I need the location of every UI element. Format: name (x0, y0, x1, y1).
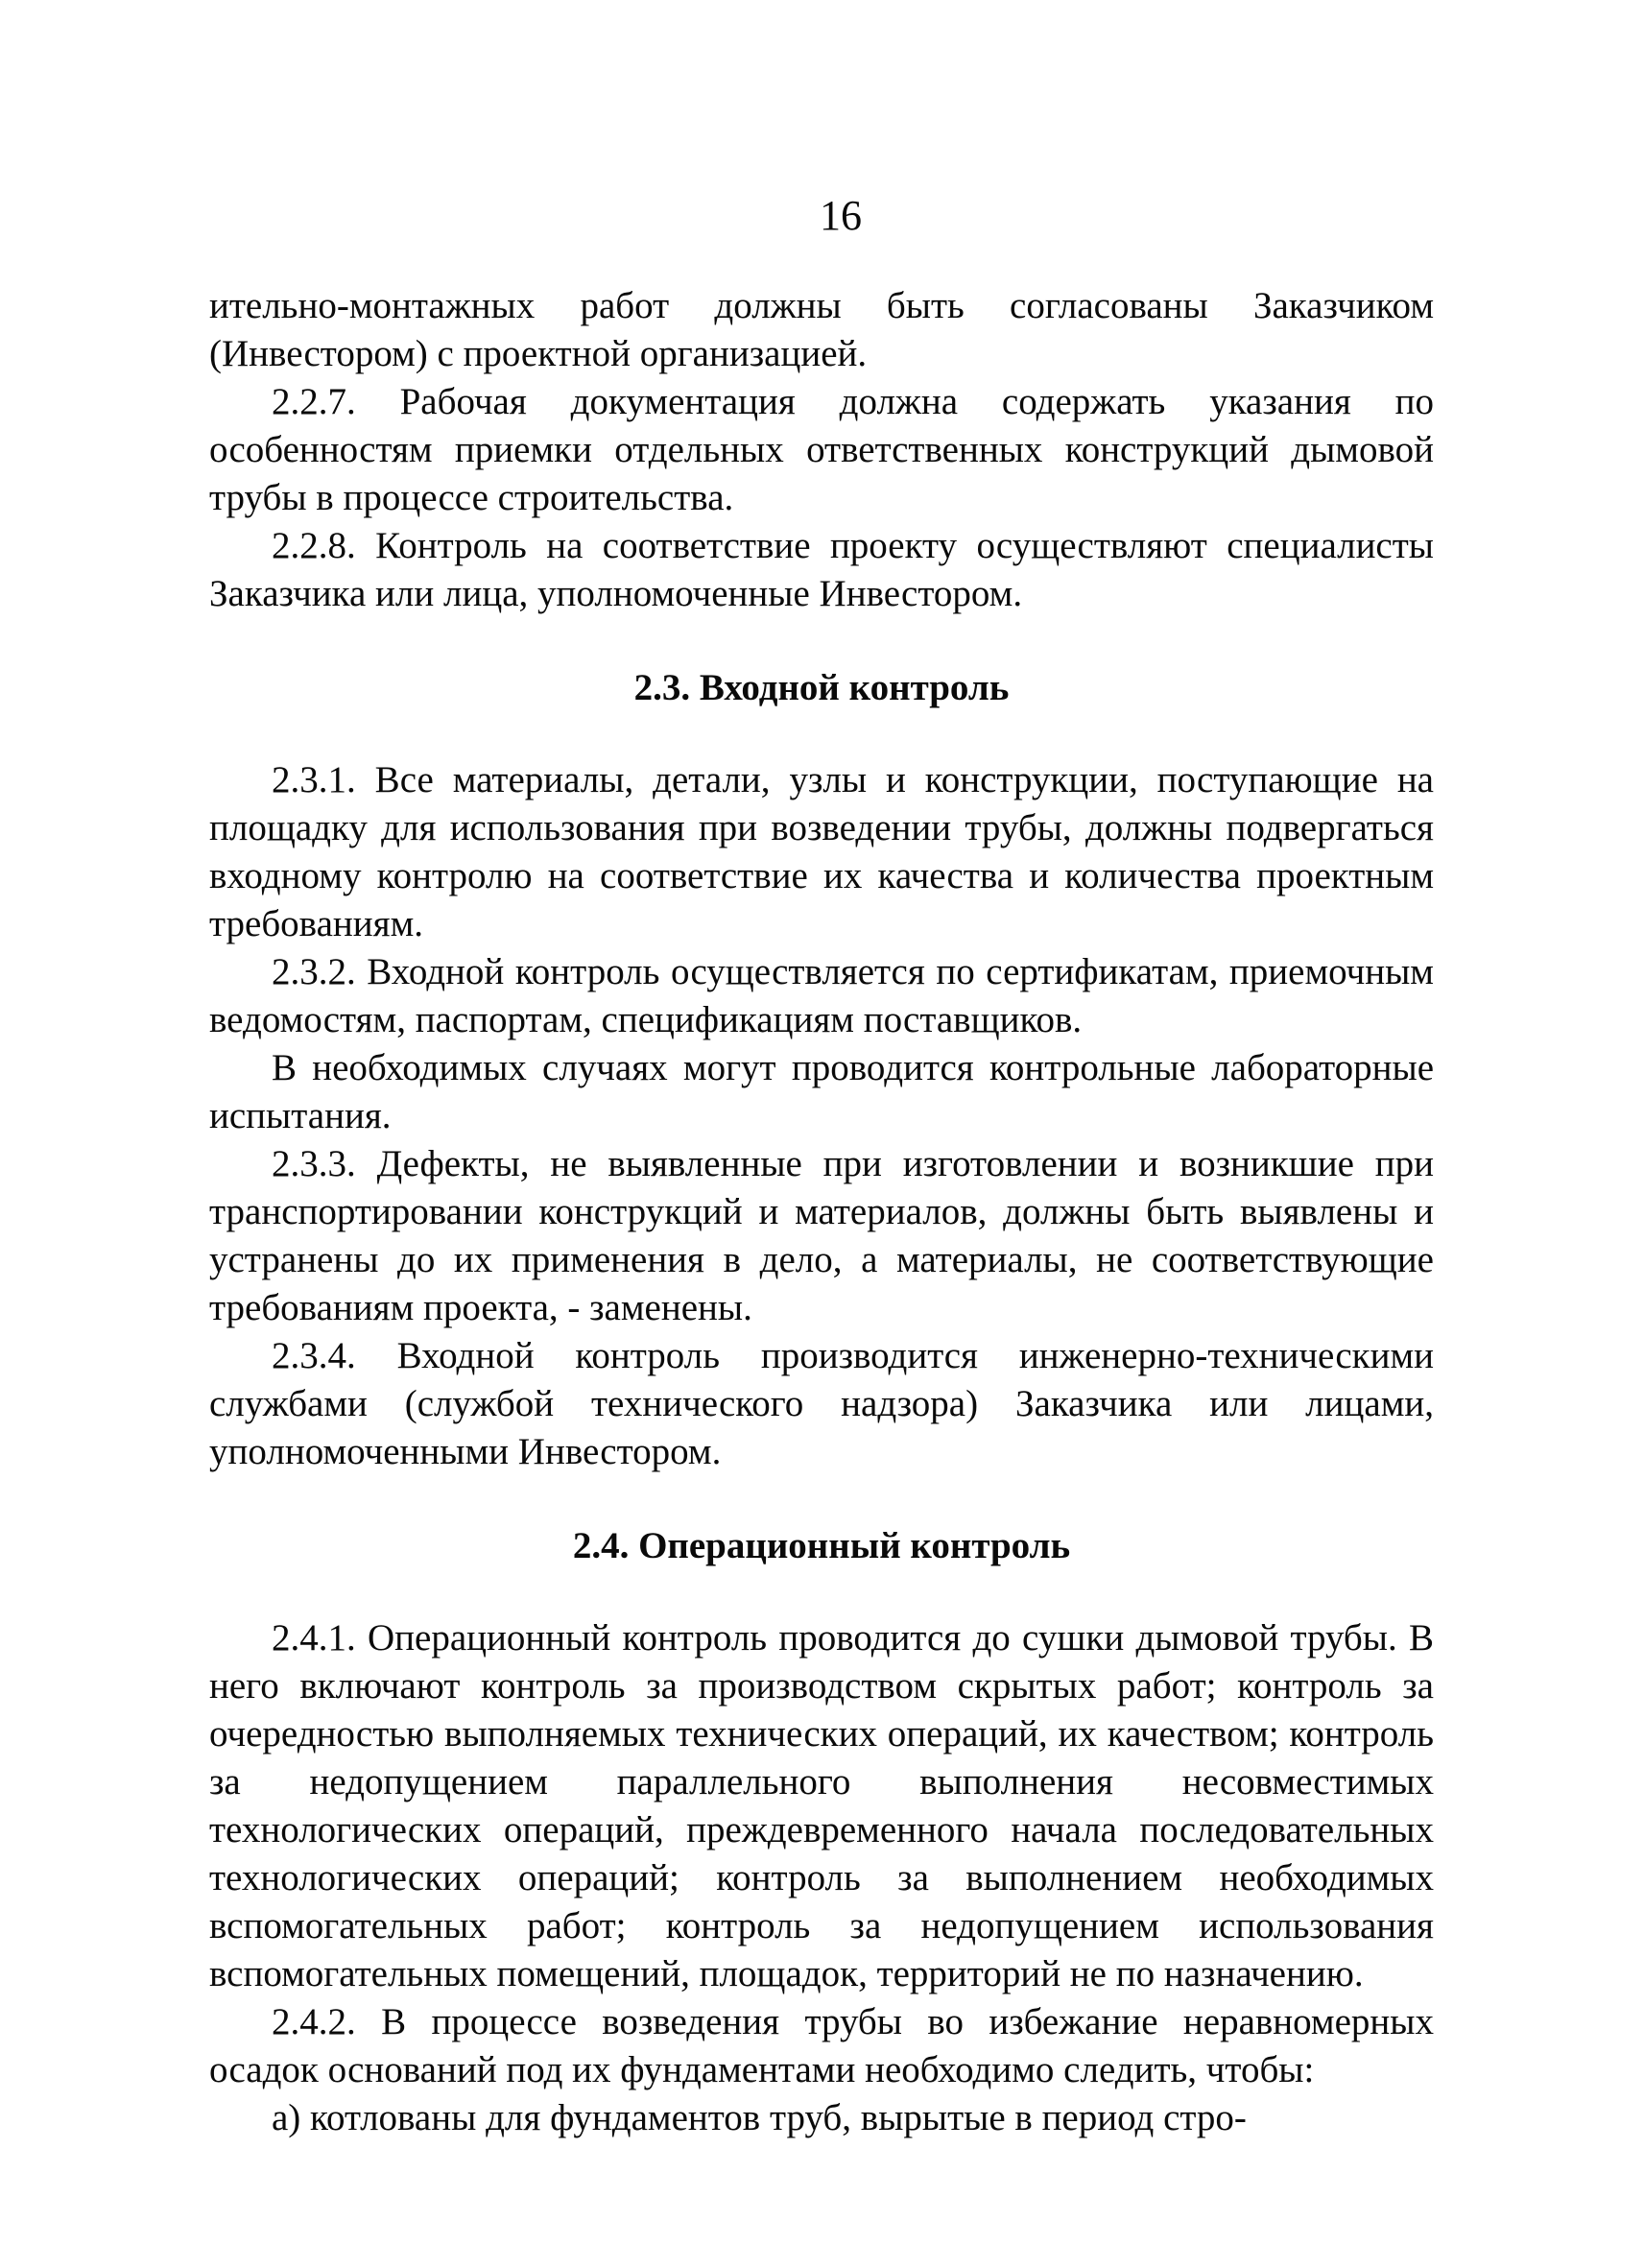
paragraph-2-3-3: 2.3.3. Дефекты, не выявленные при изготовлении и возникшие при транспортировании конструкций и материалов, должны быть выявлены и устранены до их применения в дело, а материалы, не соответствующие требованиям проекта, - заменены. (209, 1143, 1434, 1328)
section-heading-2-4: 2.4. Операционный контроль (572, 1525, 1071, 1566)
paragraph-2-3-1: 2.3.1. Все материалы, детали, узлы и конструкции, поступающие на площадку для использования при возведении трубы, должны подвергаться входному контролю на соответствие их качества и количества проектным требованиям. (209, 759, 1434, 944)
paragraph-2-3-2: 2.3.2. Входной контроль осуществляется по сертификатам, приемочным ведомостям, паспортам, спецификациям поставщиков. (209, 951, 1434, 1040)
paragraph-2-3-4: 2.3.4. Входной контроль производится инженерно-техническими службами (службой технического надзора) Заказчика или лицами, уполномоченными Инвестором. (209, 1335, 1434, 1472)
paragraph-2-2-8: 2.2.8. Контроль на соответствие проекту осуществляют специалисты Заказчика или лица, уполномоченные Инвестором. (209, 525, 1434, 614)
paragraph-2-4-2: 2.4.2. В процессе возведения трубы во избежание неравномерных осадок оснований под их фундаментами необходимо следить, чтобы: (209, 2001, 1434, 2090)
page-number: 16 (820, 192, 862, 239)
document-page (209, 192, 1434, 2142)
paragraph-lab-tests: В необходимых случаях могут проводится контрольные лабораторные испытания. (209, 1047, 1434, 1136)
list-item-a: а) котлованы для фундаментов труб, вырытые в период стро- (272, 2097, 1247, 2138)
paragraph-carry-over: ительно-монтажных работ должны быть согласованы Заказчиком (Инвестором) с проектной организацией. (209, 285, 1434, 374)
section-heading-2-3: 2.3. Входной контроль (633, 667, 1010, 708)
paragraph-2-4-1: 2.4.1. Операционный контроль проводится до сушки дымовой трубы. В него включают контроль за производством скрытых работ; контроль за очередностью выполняемых технических операций, их качеством; контроль за недопущением параллельного выполнения несовместимых технологических операций, преждевременного начала последовательных технологических операций; контроль за выполнением необходимых вспомогательных работ; контроль за недопущением использования вспомогательных помещений, площадок, территорий не по назначению. (209, 1617, 1434, 1994)
paragraph-2-2-7: 2.2.7. Рабочая документация должна содержать указания по особенностям приемки отдельных ответственных конструкций дымовой трубы в процессе строительства. (209, 381, 1434, 518)
